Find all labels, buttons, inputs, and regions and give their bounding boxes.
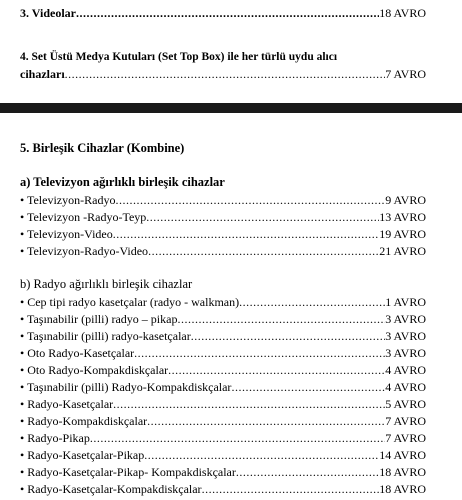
- item-label: • Televizyon-Video: [20, 227, 113, 241]
- leader-dots: [202, 482, 380, 496]
- list-item: [20, 448, 426, 462]
- item-price: 5 AVRO: [385, 397, 426, 411]
- list-item: [20, 295, 426, 309]
- item-label: • Oto Radyo-Kompakdiskçalar: [20, 363, 169, 377]
- item-label: • Radyo-Kasetçalar: [20, 397, 114, 411]
- section-title: 5. Birleşik Cihazlar (Kombine): [20, 141, 185, 155]
- list-item: [20, 414, 426, 428]
- item-label: • Televizyon-Radyo: [20, 193, 116, 207]
- item-price: 7 AVRO: [385, 67, 426, 81]
- item-price: 14 AVRO: [379, 448, 426, 462]
- list-item: [20, 210, 426, 224]
- leader-dots: [239, 295, 385, 309]
- leader-dots: [146, 210, 379, 224]
- item-price: 13 AVRO: [379, 210, 426, 224]
- leader-dots: [90, 431, 385, 445]
- leader-dots: [115, 193, 385, 207]
- list-item: [20, 482, 426, 496]
- subsection-b-heading: b) Radyo ağırlıklı birleşik cihazlar: [20, 277, 193, 291]
- list-item: [20, 346, 426, 360]
- list-item: [20, 431, 426, 445]
- item-price: 18 AVRO: [379, 482, 426, 496]
- item-price: 3 AVRO: [385, 312, 426, 326]
- leader-dots: [168, 363, 385, 377]
- leader-dots: [148, 244, 379, 258]
- item-label: • Radyo-Kasetçalar-Pikap: [20, 448, 145, 462]
- leader-dots: [65, 67, 386, 81]
- leader-dots: [113, 397, 385, 411]
- list-item: [20, 244, 426, 258]
- item-label: • Radyo-Kompakdiskçalar: [20, 414, 148, 428]
- item-price: 4 AVRO: [385, 380, 426, 394]
- leader-dots: [177, 312, 385, 326]
- list-item: [20, 380, 426, 394]
- leader-dots: [236, 465, 379, 479]
- item-price: 18 AVRO: [379, 6, 426, 20]
- list-item: [20, 465, 426, 479]
- item-label: • Televizyon-Radyo-Video: [20, 244, 149, 258]
- item-label: • Taşınabilir (pilli) Radyo-Kompakdiskçalar: [20, 380, 232, 394]
- list-item: [20, 193, 426, 207]
- leader-dots: [134, 346, 385, 360]
- leader-dots: [144, 448, 379, 462]
- item-label: • Oto Radyo-Kasetçalar: [20, 346, 135, 360]
- leader-dots: [231, 380, 385, 394]
- section-divider: [0, 103, 462, 113]
- subsection-a-heading: a) Televizyon ağırlıklı birleşik cihazlar: [20, 175, 225, 189]
- list-item: [20, 363, 426, 377]
- leader-dots: [76, 6, 379, 20]
- item-label: 3. Videolar: [20, 6, 76, 20]
- list-item: [20, 397, 426, 411]
- item-label: • Taşınabilir (pilli) radyo-kasetçalar: [20, 329, 191, 343]
- list-item: [20, 329, 426, 343]
- item-price: 7 AVRO: [385, 431, 426, 445]
- item-set-top-box-line1: 4. Set Üstü Medya Kutuları (Set Top Box) ile her türlü uydu alıcı: [20, 51, 338, 63]
- item-videolar: [20, 6, 426, 20]
- item-label: cihazları: [20, 67, 65, 81]
- item-label: • Taşınabilir (pilli) radyo – pikap: [20, 312, 178, 326]
- leader-dots: [191, 329, 385, 343]
- item-label: • Cep tipi radyo kasetçalar (radyo - walkman): [20, 295, 240, 309]
- leader-dots: [147, 414, 385, 428]
- item-label: • Radyo-Kasetçalar-Pikap- Kompakdiskçalar: [20, 465, 236, 479]
- item-price: 3 AVRO: [385, 346, 426, 360]
- list-item: [20, 227, 426, 241]
- item-label: • Televizyon -Radyo-Teyp: [20, 210, 147, 224]
- item-price: 18 AVRO: [379, 465, 426, 479]
- leader-dots: [113, 227, 379, 241]
- item-price: 7 AVRO: [385, 414, 426, 428]
- item-price: 9 AVRO: [385, 193, 426, 207]
- item-price: 19 AVRO: [379, 227, 426, 241]
- item-price: 1 AVRO: [385, 295, 426, 309]
- item-price: 3 AVRO: [385, 329, 426, 343]
- item-label: • Radyo-Pikap: [20, 431, 90, 445]
- item-label: • Radyo-Kasetçalar-Kompakdiskçalar: [20, 482, 202, 496]
- list-item: [20, 312, 426, 326]
- item-price: 4 AVRO: [385, 363, 426, 377]
- item-set-top-box: [20, 67, 426, 81]
- item-price: 21 AVRO: [379, 244, 426, 258]
